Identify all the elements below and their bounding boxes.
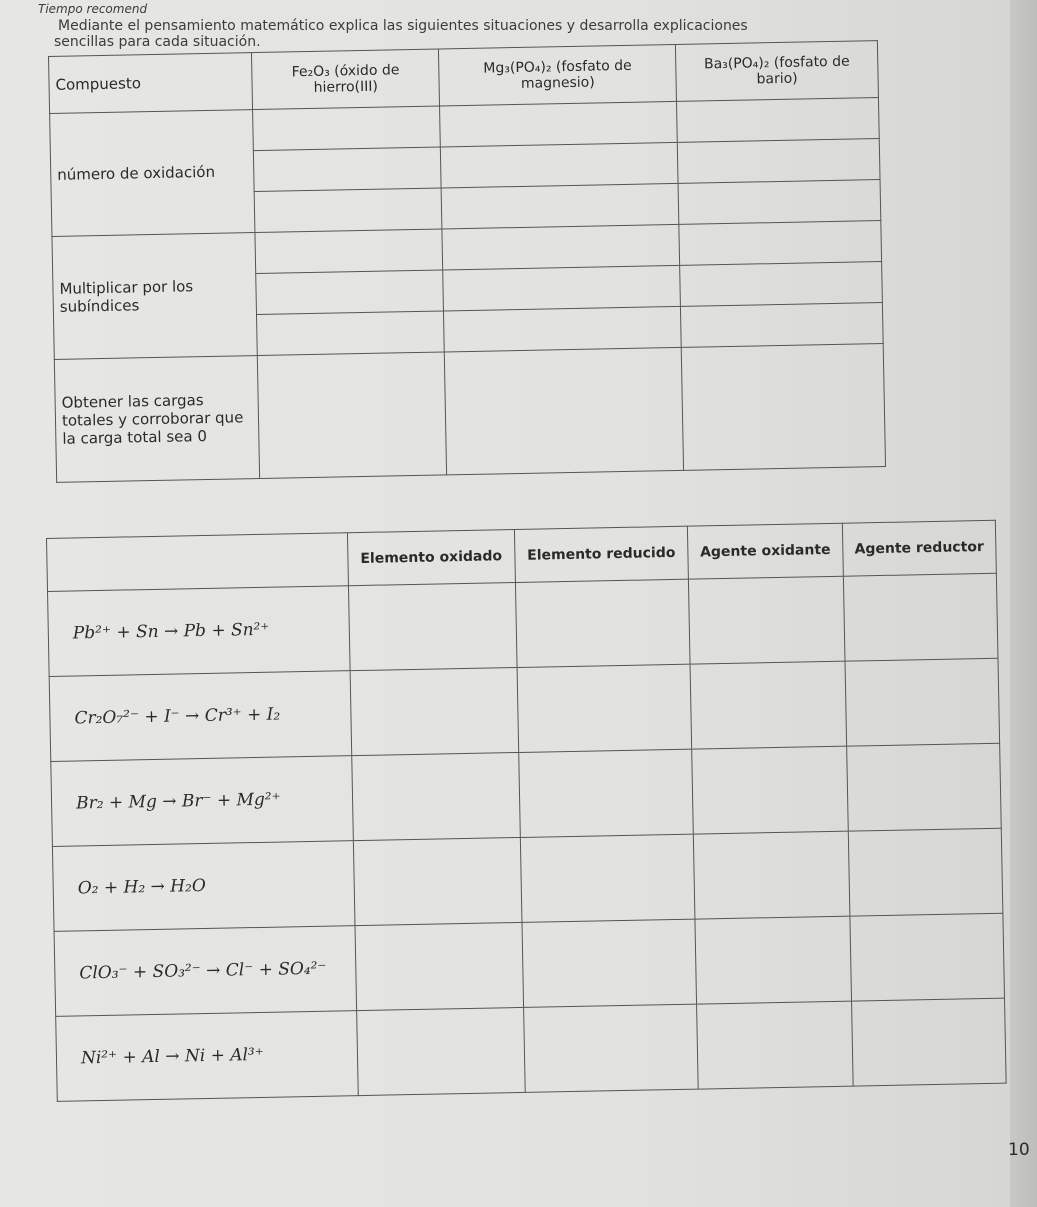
answer-cell[interactable] xyxy=(352,752,520,840)
answer-cell[interactable] xyxy=(520,834,695,922)
answer-cell[interactable] xyxy=(689,576,845,664)
answer-cell[interactable] xyxy=(677,139,880,184)
answer-cell[interactable] xyxy=(256,270,444,315)
answer-cell[interactable] xyxy=(254,188,442,233)
time-label: Tiempo recomend xyxy=(38,2,148,16)
instructions-line1: Mediante el pensamiento matemático explica las siguientes situaciones y desarrolla explicaciones xyxy=(58,18,748,34)
answer-cell[interactable] xyxy=(515,579,690,667)
answer-cell[interactable] xyxy=(518,749,693,837)
page-number: 10 xyxy=(1008,1140,1030,1160)
header-mg3po42: Mg₃(PO₄)₂ (fosfato de magnesio) xyxy=(439,44,677,106)
answer-cell[interactable] xyxy=(443,265,681,311)
answer-cell[interactable] xyxy=(692,746,848,834)
answer-cell[interactable] xyxy=(843,573,998,661)
answer-cell[interactable] xyxy=(845,658,1000,746)
answer-cell[interactable] xyxy=(353,837,521,925)
answer-cell[interactable] xyxy=(677,98,880,143)
row-label-oxidation-number: número de oxidación xyxy=(50,110,255,237)
answer-cell[interactable] xyxy=(444,306,682,352)
answer-cell[interactable] xyxy=(357,1007,525,1095)
page-edge xyxy=(1010,0,1037,1207)
header-fe2o3: Fe₂O₃ (óxido de hierro(III) xyxy=(251,49,439,110)
redox-table xyxy=(46,520,1007,1102)
answer-cell[interactable] xyxy=(355,922,523,1010)
header-agente-reductor: Agente reductor xyxy=(842,520,996,576)
header-elemento-reducido: Elemento reducido xyxy=(514,526,689,582)
answer-cell[interactable] xyxy=(851,998,1006,1086)
answer-cell[interactable] xyxy=(442,224,680,270)
answer-cell[interactable] xyxy=(517,664,692,752)
answer-cell[interactable] xyxy=(681,344,885,471)
table-row xyxy=(54,344,885,483)
answer-cell[interactable] xyxy=(678,180,881,225)
equation-2: Cr₂O₇²⁻ + I⁻ → Cr³⁺ + I₂ xyxy=(49,671,352,762)
oxidation-number-table xyxy=(48,40,886,483)
answer-cell[interactable] xyxy=(445,347,684,475)
answer-cell[interactable] xyxy=(257,352,447,479)
equation-6: Ni²⁺ + Al → Ni + Al³⁺ xyxy=(56,1011,359,1102)
row-label-total-charge: Obtener las cargas totales y corroborar que la carga total sea 0 xyxy=(54,356,259,483)
answer-cell[interactable] xyxy=(680,262,883,307)
answer-cell[interactable] xyxy=(255,229,443,274)
answer-cell[interactable] xyxy=(440,101,678,147)
instructions-line2: sencillas para cada situación. xyxy=(54,34,261,50)
equation-4: O₂ + H₂ → H₂O xyxy=(52,841,355,932)
answer-cell[interactable] xyxy=(848,828,1003,916)
answer-cell[interactable] xyxy=(350,667,518,755)
row-label-multiply: Multiplicar por los subíndices xyxy=(52,233,257,360)
answer-cell[interactable] xyxy=(690,661,846,749)
equation-5: ClO₃⁻ + SO₃²⁻ → Cl⁻ + SO₄²⁻ xyxy=(54,926,357,1017)
answer-cell[interactable] xyxy=(846,743,1001,831)
answer-cell[interactable] xyxy=(253,147,441,192)
answer-cell[interactable] xyxy=(257,311,445,356)
equation-1: Pb²⁺ + Sn → Pb + Sn²⁺ xyxy=(48,586,351,677)
answer-cell[interactable] xyxy=(697,1001,853,1089)
answer-cell[interactable] xyxy=(679,221,882,266)
equation-3: Br₂ + Mg → Br⁻ + Mg²⁺ xyxy=(51,756,354,847)
answer-cell[interactable] xyxy=(253,106,441,151)
answer-cell[interactable] xyxy=(441,142,679,188)
header-compuesto: Compuesto xyxy=(49,53,253,114)
answer-cell[interactable] xyxy=(348,583,516,671)
table-row xyxy=(56,998,1006,1101)
answer-cell[interactable] xyxy=(523,1004,698,1092)
answer-cell[interactable] xyxy=(522,919,697,1007)
answer-cell[interactable] xyxy=(695,916,851,1004)
header-empty xyxy=(47,533,349,592)
answer-cell[interactable] xyxy=(681,303,884,348)
header-ba3po42: Ba₃(PO₄)₂ (fosfato de bario) xyxy=(676,41,879,102)
answer-cell[interactable] xyxy=(441,183,679,229)
header-agente-oxidante: Agente oxidante xyxy=(688,523,843,579)
answer-cell[interactable] xyxy=(694,831,850,919)
header-elemento-oxidado: Elemento oxidado xyxy=(347,530,515,586)
answer-cell[interactable] xyxy=(850,913,1005,1001)
